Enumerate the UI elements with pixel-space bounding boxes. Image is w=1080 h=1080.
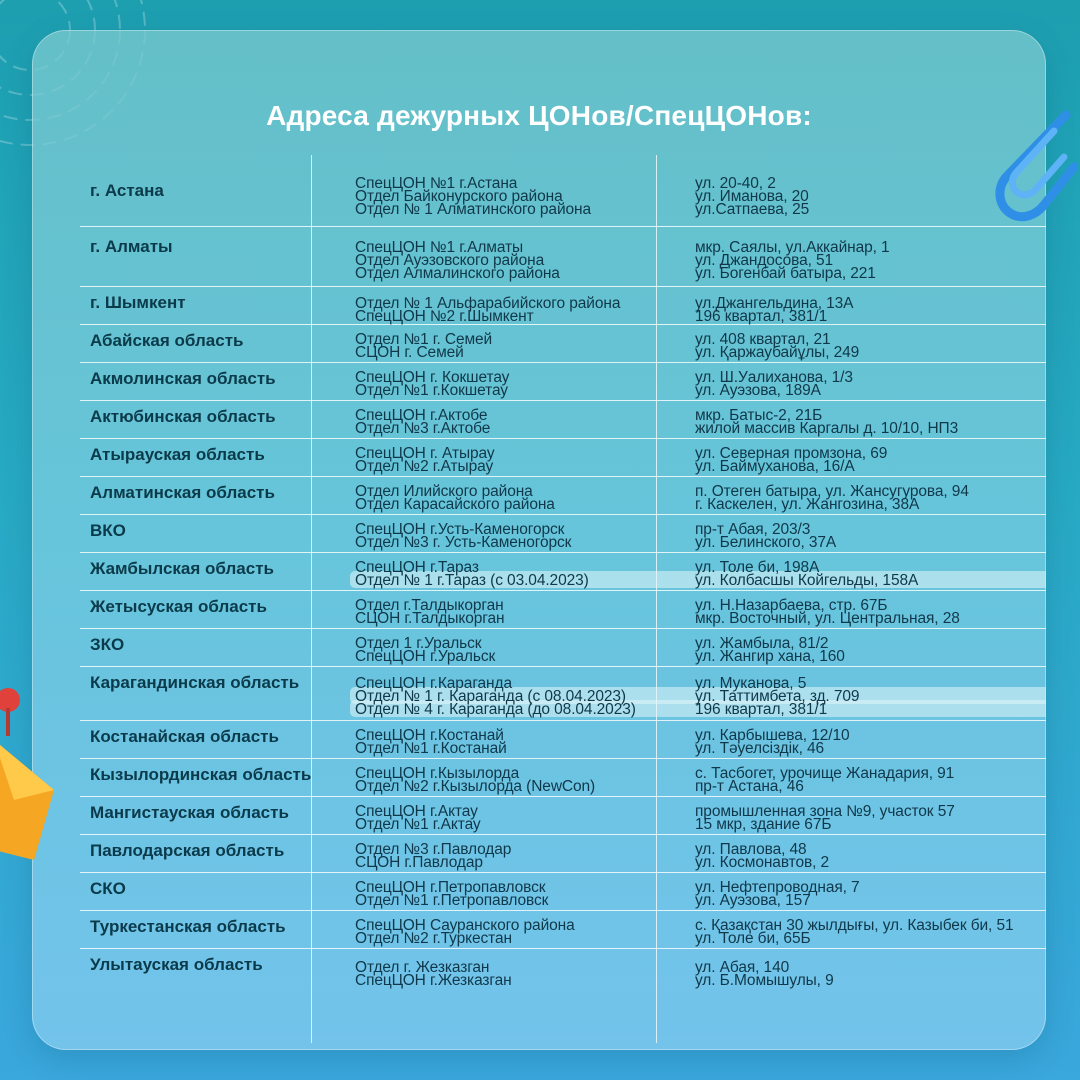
address-text: ул. Космонавтов, 2 xyxy=(695,854,830,871)
office-list xyxy=(345,363,686,400)
page-title: Адреса дежурных ЦОНов/СпецЦОНов: xyxy=(266,100,812,131)
address-list xyxy=(686,477,1046,514)
office-name: Отдел №1 г. Семей xyxy=(355,331,493,348)
table-row xyxy=(80,439,1046,477)
address-text: ул. 20-40, 2 xyxy=(695,175,776,192)
region-name: Карагандинская область xyxy=(90,673,300,692)
office-name: СЦОН г. Семей xyxy=(355,344,464,361)
region-name: Костанайская область xyxy=(90,727,279,746)
address-text: мкр. Восточный, ул. Центральная, 28 xyxy=(695,610,960,627)
address-text: ул.Джангельдина, 13А xyxy=(695,295,854,312)
address-text: 196 квартал, 381/1 xyxy=(695,701,828,718)
address-text: ул. Ауэзова, 157 xyxy=(695,892,811,909)
office-list xyxy=(345,477,686,514)
office-name: Отдел 1 г.Уральск xyxy=(355,635,482,652)
region-name: г. Алматы xyxy=(90,237,173,256)
region-name: Туркестанская область xyxy=(90,917,286,936)
address-list xyxy=(686,227,1046,286)
office-name: СпецЦОН г.Петропавловск xyxy=(355,879,546,896)
region-name: Мангистауская область xyxy=(90,803,289,822)
office-name: СпецЦОН г.Тараз xyxy=(355,559,479,576)
table-row xyxy=(80,759,1046,797)
region-name: Жетысуская область xyxy=(90,597,267,616)
region-name: Актюбинская область xyxy=(90,407,276,426)
office-name: Отдел № 4 г. Караганда (до 08.04.2023) xyxy=(355,701,636,718)
region-name: Кызылординская область xyxy=(90,765,312,784)
address-text: ул. Толе би, 198А xyxy=(695,559,820,576)
address-text: мкр. Батыс-2, 21Б xyxy=(695,407,823,424)
address-text: ул. Толе би, 65Б xyxy=(695,930,811,947)
office-name: СпецЦОН г.Актобе xyxy=(355,407,488,424)
office-list xyxy=(345,911,686,948)
table-row xyxy=(80,553,1046,591)
address-text: ул. Абая, 140 xyxy=(695,959,790,976)
office-list xyxy=(345,759,686,796)
address-text: с. Қазақстан 30 жылдығы, ул. Казыбек би, 51 xyxy=(695,917,1014,934)
address-text: ул. Таттимбета, зд. 709 xyxy=(695,688,860,705)
address-text: ул. Жангир хана, 160 xyxy=(695,648,845,665)
office-list xyxy=(345,155,686,226)
office-name: Отдел №3 г. Усть-Каменогорск xyxy=(355,534,572,551)
address-text: мкр. Саялы, ул.Аккайнар, 1 xyxy=(695,239,890,256)
office-name: Отдел №1 г.Кокшетау xyxy=(355,382,508,399)
address-text: ул. Павлова, 48 xyxy=(695,841,807,858)
table-row xyxy=(80,227,1046,287)
office-name: СпецЦОН г.Караганда xyxy=(355,675,512,692)
address-list xyxy=(686,797,1046,834)
region-name: Акмолинская область xyxy=(90,369,276,388)
table-row xyxy=(80,325,1046,363)
office-name: СпецЦОН г.Жезказган xyxy=(355,972,512,989)
table-row xyxy=(80,667,1046,721)
address-text: 15 мкр, здание 67Б xyxy=(695,816,832,833)
office-list xyxy=(345,949,686,1031)
office-list xyxy=(345,835,686,872)
address-text: ул. Северная промзона, 69 xyxy=(695,445,888,462)
address-text: ул. Ш.Уалиханова, 1/3 xyxy=(695,369,853,386)
office-name: Отдел №3 г.Павлодар xyxy=(355,841,512,858)
region-name: ЗКО xyxy=(90,635,125,654)
table-row xyxy=(80,515,1046,553)
table-row xyxy=(80,591,1046,629)
address-text: пр-т Астана, 46 xyxy=(695,778,804,795)
pin-icon xyxy=(0,680,64,860)
office-name: Отдел №1 г.Актау xyxy=(355,816,481,833)
address-list xyxy=(686,721,1046,758)
office-name: СпецЦОН №2 г.Шымкент xyxy=(355,308,534,325)
address-text: ул. Муканова, 5 xyxy=(695,675,807,692)
address-text: ул. Қаржаубайұлы, 249 xyxy=(695,344,860,361)
office-list xyxy=(345,553,686,590)
region-name: Алматинская область xyxy=(90,483,275,502)
office-name: Отдел №1 г.Костанай xyxy=(355,740,507,757)
region-name: г. Шымкент xyxy=(90,293,186,312)
office-list xyxy=(345,629,686,666)
address-text: ул. Б.Момышулы, 9 xyxy=(695,972,834,989)
table-row xyxy=(80,911,1046,949)
office-list xyxy=(345,287,686,324)
office-name: Отдел №2 г.Атырау xyxy=(355,458,494,475)
table-row xyxy=(80,835,1046,873)
address-text: ул. Жамбыла, 81/2 xyxy=(695,635,829,652)
office-list xyxy=(345,401,686,438)
office-name: СпецЦОН Сауранского района xyxy=(355,917,575,934)
table-row xyxy=(80,155,1046,227)
office-name: СпецЦОН г.Костанай xyxy=(355,727,504,744)
table-row xyxy=(80,401,1046,439)
office-name: СпецЦОН г.Уральск xyxy=(355,648,496,665)
office-name: Отдел Ауэзовского района xyxy=(355,252,545,269)
office-name: Отдел № 1 г.Тараз (с 03.04.2023) xyxy=(355,572,589,589)
office-name: Отдел №2 г.Кызылорда (NewCon) xyxy=(355,778,596,795)
office-list xyxy=(345,591,686,628)
address-list xyxy=(686,363,1046,400)
office-name: Отдел Байконурского района xyxy=(355,188,563,205)
table-row xyxy=(80,287,1046,325)
office-name: СЦОН г.Павлодар xyxy=(355,854,483,871)
region-name: г. Астана xyxy=(90,181,164,200)
office-name: СЦОН г.Талдыкорган xyxy=(355,610,505,627)
office-list xyxy=(345,667,686,720)
address-text: ул. Богенбай батыра, 221 xyxy=(695,265,876,282)
region-name: Павлодарская область xyxy=(90,841,285,860)
address-list xyxy=(686,439,1046,476)
office-name: Отдел Карасайского района xyxy=(355,496,555,513)
address-list xyxy=(686,553,1046,590)
office-name: Отдел №1 г.Петропавловск xyxy=(355,892,549,909)
office-list xyxy=(345,721,686,758)
office-name: Отдел № 1 Алматинского района xyxy=(355,201,592,218)
address-text: ул. Белинского, 37А xyxy=(695,534,837,551)
table-row xyxy=(80,949,1046,1031)
address-text: г. Каскелен, ул. Жангозина, 38А xyxy=(695,496,920,513)
region-name: Атырауская область xyxy=(90,445,265,464)
table-row xyxy=(80,477,1046,515)
region-name: ВКО xyxy=(90,521,126,540)
address-list xyxy=(686,911,1046,948)
address-text: ул. Н.Назарбаева, стр. 67Б xyxy=(695,597,888,614)
office-name: СпецЦОН г. Кокшетау xyxy=(355,369,510,386)
address-text: ул. Ауэзова, 189А xyxy=(695,382,821,399)
table-row xyxy=(80,629,1046,667)
office-name: Отдел № 1 г. Караганда (с 08.04.2023) xyxy=(355,688,626,705)
address-text: пр-т Абая, 203/3 xyxy=(695,521,811,538)
office-name: Отдел г. Жезказган xyxy=(355,959,490,976)
address-text: ул. Иманова, 20 xyxy=(695,188,809,205)
table-row xyxy=(80,797,1046,835)
address-text: ул. Тәуелсіздік, 46 xyxy=(695,740,825,757)
address-text: ул. Джандосова, 51 xyxy=(695,252,834,269)
region-name: СКО xyxy=(90,879,126,898)
address-text: ул. Колбасшы Койгельды, 158А xyxy=(695,572,919,589)
address-list xyxy=(686,949,1046,1031)
address-text: жилой массив Каргалы д. 10/10, НП3 xyxy=(695,420,959,437)
address-list xyxy=(686,667,1046,720)
address-list xyxy=(686,515,1046,552)
office-name: СпецЦОН г.Актау xyxy=(355,803,478,820)
address-list xyxy=(686,759,1046,796)
region-name: Абайская область xyxy=(90,331,244,350)
office-name: Отдел №2 г.Туркестан xyxy=(355,930,512,947)
address-list xyxy=(686,325,1046,362)
address-text: ул. Баймуханова, 16/А xyxy=(695,458,855,475)
table-row xyxy=(80,721,1046,759)
address-list xyxy=(686,873,1046,910)
address-list xyxy=(686,401,1046,438)
address-text: ул. Нефтепроводная, 7 xyxy=(695,879,860,896)
office-list xyxy=(345,325,686,362)
office-list xyxy=(345,439,686,476)
address-text: с. Тасбогет, урочище Жанадария, 91 xyxy=(695,765,955,782)
office-name: Отдел г.Талдыкорган xyxy=(355,597,504,614)
office-name: СпецЦОН №1 г.Алматы xyxy=(355,239,524,256)
address-list xyxy=(686,835,1046,872)
address-list xyxy=(686,629,1046,666)
office-name: СпецЦОН г.Кызылорда xyxy=(355,765,520,782)
office-name: Отдел Алмалинского района xyxy=(355,265,560,282)
address-text: промышленная зона №9, участок 57 xyxy=(695,803,955,820)
address-list xyxy=(686,591,1046,628)
address-text: ул. 408 квартал, 21 xyxy=(695,331,831,348)
region-name: Улытауская область xyxy=(90,955,263,974)
office-list xyxy=(345,797,686,834)
address-list xyxy=(686,287,1046,324)
office-list xyxy=(345,873,686,910)
address-text: п. Отеген батыра, ул. Жансугурова, 94 xyxy=(695,483,969,500)
office-list xyxy=(345,515,686,552)
office-name: СпецЦОН №1 г.Астана xyxy=(355,175,518,192)
addresses-table xyxy=(80,155,1046,1031)
table-row xyxy=(80,363,1046,401)
office-name: Отдел Илийского района xyxy=(355,483,533,500)
paperclip-icon xyxy=(988,105,1078,235)
region-name: Жамбылская область xyxy=(90,559,274,578)
address-text: ул. Карбышева, 12/10 xyxy=(695,727,850,744)
address-text: ул.Сатпаева, 25 xyxy=(695,201,810,218)
office-name: СпецЦОН г.Усть-Каменогорск xyxy=(355,521,565,538)
office-name: Отдел № 1 Альфарабийского района xyxy=(355,295,621,312)
addresses-card xyxy=(32,30,1046,1050)
table-row xyxy=(80,873,1046,911)
office-list xyxy=(345,227,686,286)
address-text: 196 квартал, 381/1 xyxy=(695,308,828,325)
office-name: Отдел №3 г.Актобе xyxy=(355,420,491,437)
office-name: СпецЦОН г. Атырау xyxy=(355,445,495,462)
